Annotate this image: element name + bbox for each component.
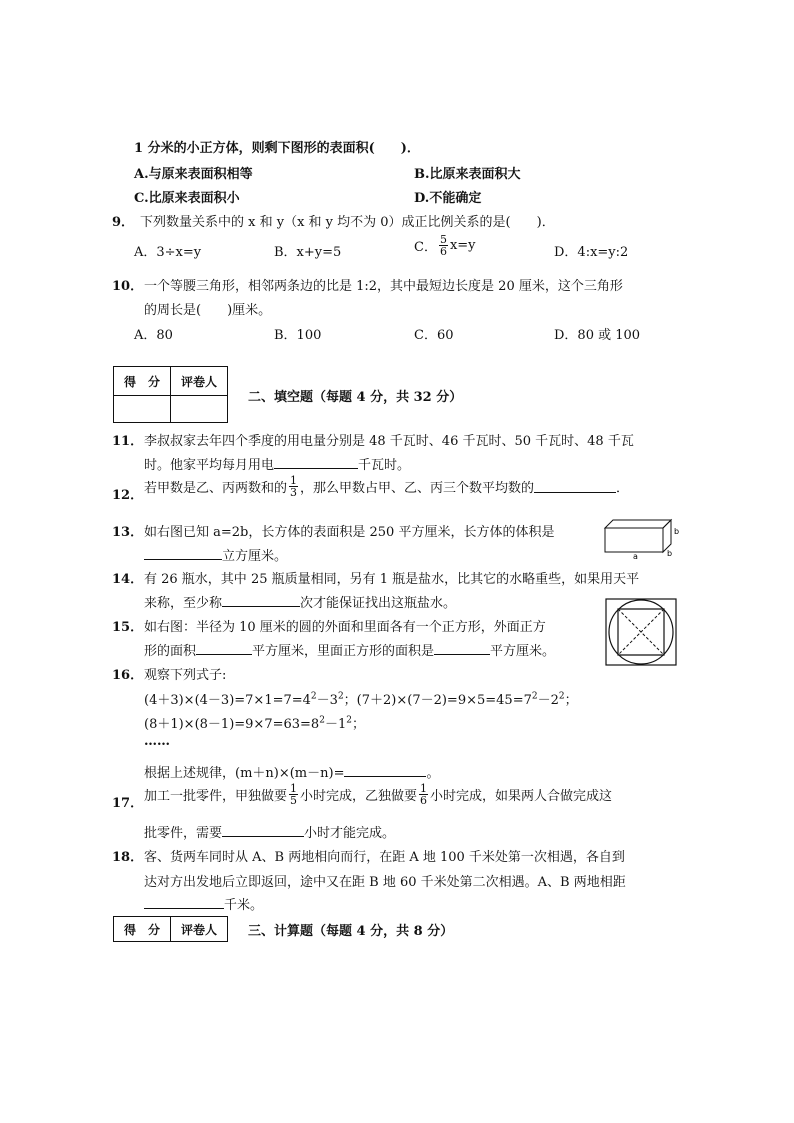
q14-line2-text-b: 次才能保证找出这瓶盐水。 bbox=[300, 596, 457, 611]
q11-number: 11． bbox=[112, 434, 144, 449]
q17-fraction-1-denominator: 5 bbox=[290, 794, 298, 807]
q10-option-d: D．80 或 100 bbox=[554, 328, 641, 343]
q13-line2-text: 立方厘米。 bbox=[222, 549, 288, 564]
section2-score-label: 得 分 bbox=[114, 367, 171, 396]
q9-option-c-prefix: C． bbox=[414, 240, 437, 255]
q16-eq3-sq1: 2 bbox=[319, 715, 325, 726]
q9-option-c-suffix: x=y bbox=[449, 238, 476, 253]
q15-outer-area-blank[interactable] bbox=[196, 642, 252, 655]
q16-eq2-minus: －2 bbox=[537, 693, 559, 708]
q14-line2 bbox=[144, 592, 456, 611]
q9-option-c-fraction bbox=[439, 234, 448, 257]
q11-answer-blank[interactable] bbox=[274, 456, 358, 469]
q12-text-b: ，那么甲数占甲、乙、丙三个数平均数的 bbox=[300, 481, 535, 496]
q12-text-a: 若甲数是乙、丙两数和的 bbox=[144, 481, 288, 496]
q18-answer-blank[interactable] bbox=[144, 896, 224, 909]
q16-eq1-sq2: 2 bbox=[337, 691, 344, 702]
q18-line3-text: 千米。 bbox=[224, 898, 264, 913]
q17-fraction-2-numerator: 1 bbox=[420, 782, 428, 795]
q17-line2-text-b: 小时才能完成。 bbox=[304, 826, 396, 841]
q16-eq1: (4＋3)×(4－3)=7×1=7=4 bbox=[144, 693, 311, 708]
q16-ellipsis: …… bbox=[144, 734, 170, 749]
q18-line1: 客、货两车同时从 A、B 两地相向而行，在距 A 地 100 千米处第一次相遇，各自到 bbox=[144, 850, 625, 865]
q16-title: 观察下列式子: bbox=[144, 668, 227, 683]
q16-eq2-sq1: 2 bbox=[531, 691, 538, 702]
section3-score-table bbox=[113, 916, 228, 942]
q16-rule bbox=[144, 762, 440, 781]
q16-eq1-minus: －3 bbox=[316, 693, 338, 708]
q11-line2-text-a: 时。他家平均每月用电 bbox=[144, 458, 275, 473]
q16-eq3-sq2: 2 bbox=[346, 715, 352, 726]
section2-grader-cell[interactable] bbox=[171, 396, 228, 423]
q9-text: 下列数量关系中的 x 和 y（x 和 y 均不为 0）成正比例关系的是( )． bbox=[140, 215, 555, 230]
q16-eq3-semicolon: ； bbox=[351, 717, 365, 732]
q18-line3 bbox=[144, 894, 263, 913]
q12-numerator: 1 bbox=[290, 474, 298, 487]
q10-line2: 的周长是( )厘米。 bbox=[144, 303, 272, 318]
q17-number: 17． bbox=[112, 796, 144, 811]
q17-line2-text-a: 批零件，需要 bbox=[144, 826, 223, 841]
q9-option-d: D．4:x=y:2 bbox=[554, 245, 629, 260]
q17-text-a: 加工一批零件，甲独做要 bbox=[144, 789, 288, 804]
q14-line2-text-a: 来称，至少称 bbox=[144, 596, 223, 611]
q13-line1: 如右图已知 a=2b，长方体的表面积是 250 平方厘米，长方体的体积是 bbox=[144, 525, 555, 540]
q17-line2 bbox=[144, 822, 395, 841]
q12-fraction bbox=[289, 475, 298, 498]
q17-fraction-1 bbox=[289, 783, 298, 806]
q13-line2 bbox=[144, 545, 287, 564]
q8-option-b: B.比原来表面积大 bbox=[414, 167, 521, 182]
q16-rule-text-a: 根据上述规律，(m＋n)×(m－n)= bbox=[144, 766, 345, 781]
q17-fraction-1-numerator: 1 bbox=[290, 782, 298, 795]
q17-line1 bbox=[144, 783, 612, 806]
q16-eq3: (8＋1)×(8－1)=9×7=63=8 bbox=[144, 717, 320, 732]
q17-answer-blank[interactable] bbox=[222, 824, 304, 837]
q15-line2-text-b: 平方厘米，里面正方形的面积是 bbox=[252, 644, 435, 659]
cuboid-label-b-right: b bbox=[674, 527, 680, 536]
q16-rule-text-b: 。 bbox=[426, 766, 440, 781]
q12-number: 12． bbox=[112, 488, 144, 503]
q18-line2: 达对方出发地后立即返回，途中又在距 B 地 60 千米处第二次相遇。A、B 两地相距 bbox=[144, 875, 626, 890]
q9-option-c bbox=[414, 234, 476, 257]
q10-line1: 一个等腰三角形，相邻两条边的比是 1:2，其中最短边长度是 20 厘米，这个三角形 bbox=[144, 279, 623, 294]
section3-grader-label: 评卷人 bbox=[171, 917, 228, 942]
section2-grader-label: 评卷人 bbox=[171, 367, 228, 396]
q16-answer-blank[interactable] bbox=[344, 764, 426, 777]
q12-denominator: 3 bbox=[290, 486, 298, 499]
q17-text-c: 小时完成，如果两人合做完成这 bbox=[430, 789, 613, 804]
cuboid-label-a: a bbox=[633, 552, 638, 560]
q15-line2-text-c: 平方厘米。 bbox=[490, 644, 556, 659]
q8-option-a: A.与原来表面积相等 bbox=[134, 167, 253, 182]
q9-option-b: B．x+y=5 bbox=[274, 245, 342, 260]
section3-score-label: 得 分 bbox=[114, 917, 171, 942]
q13-number: 13． bbox=[112, 525, 144, 540]
q15-line2-text-a: 形的面积 bbox=[144, 644, 197, 659]
q10-option-c: C．60 bbox=[414, 328, 454, 343]
q12-answer-blank[interactable] bbox=[534, 480, 616, 493]
section2-score-cell[interactable] bbox=[114, 396, 171, 423]
q8-continuation-text: 1 分米的小正方体，则剩下图形的表面积( )． bbox=[134, 141, 420, 156]
section2-score-table bbox=[113, 366, 228, 423]
q14-number: 14． bbox=[112, 572, 144, 587]
q10-option-b: B．100 bbox=[274, 328, 322, 343]
cuboid-figure bbox=[600, 512, 684, 560]
q14-line1: 有 26 瓶水，其中 25 瓶质量相同，另有 1 瓶是盐水，比其它的水略重些，如果用天平 bbox=[144, 572, 640, 587]
q15-line2 bbox=[144, 640, 555, 659]
q13-answer-blank[interactable] bbox=[144, 547, 222, 560]
q16-eq3-minus: －1 bbox=[324, 717, 347, 732]
q16-number: 16． bbox=[112, 668, 144, 683]
q16-equation-line2 bbox=[144, 713, 365, 732]
q10-option-a: A．80 bbox=[134, 328, 173, 343]
q9-number: 9． bbox=[112, 215, 135, 230]
q17-text-b: 小时完成，乙独做要 bbox=[300, 789, 418, 804]
q8-option-c: C.比原来表面积小 bbox=[134, 191, 240, 206]
q16-eq2: ；(7＋2)×(7－2)=9×5=45=7 bbox=[343, 693, 532, 708]
q12-text-c: ． bbox=[616, 481, 630, 496]
q16-eq1-sq1: 2 bbox=[310, 691, 317, 702]
q14-answer-blank[interactable] bbox=[222, 594, 300, 607]
q17-fraction-2 bbox=[419, 783, 428, 806]
q18-number: 18． bbox=[112, 850, 144, 865]
section2-title: 二、填空题（每题 4 分，共 32 分） bbox=[248, 390, 463, 405]
q10-number: 10． bbox=[112, 279, 144, 294]
q15-line1: 如右图：半径为 10 厘米的圆的外面和里面各有一个正方形，外面正方 bbox=[144, 620, 546, 635]
q12-text bbox=[144, 475, 629, 498]
q11-line2-text-b: 千瓦时。 bbox=[358, 458, 411, 473]
circle-squares-figure bbox=[604, 598, 678, 666]
q15-number: 15． bbox=[112, 620, 144, 635]
q8-option-d: D.不能确定 bbox=[414, 191, 482, 206]
q16-eq2-sq2: 2 bbox=[558, 691, 565, 702]
q9-option-c-denominator: 6 bbox=[439, 245, 447, 258]
q9-option-c-numerator: 5 bbox=[439, 233, 447, 246]
q17-fraction-2-denominator: 6 bbox=[420, 794, 428, 807]
cuboid-label-b-depth: b bbox=[667, 549, 673, 558]
q16-eq2-semicolon: ； bbox=[564, 693, 578, 708]
q11-line1: 李叔叔家去年四个季度的用电量分别是 48 千瓦时、46 千瓦时、50 千瓦时、48 千瓦 bbox=[144, 434, 634, 449]
q16-equation-line1 bbox=[144, 689, 578, 708]
q11-line2 bbox=[144, 454, 410, 473]
q15-inner-area-blank[interactable] bbox=[434, 642, 490, 655]
q9-option-a: A．3÷x=y bbox=[134, 245, 202, 260]
section3-title: 三、计算题（每题 4 分，共 8 分） bbox=[248, 924, 454, 939]
